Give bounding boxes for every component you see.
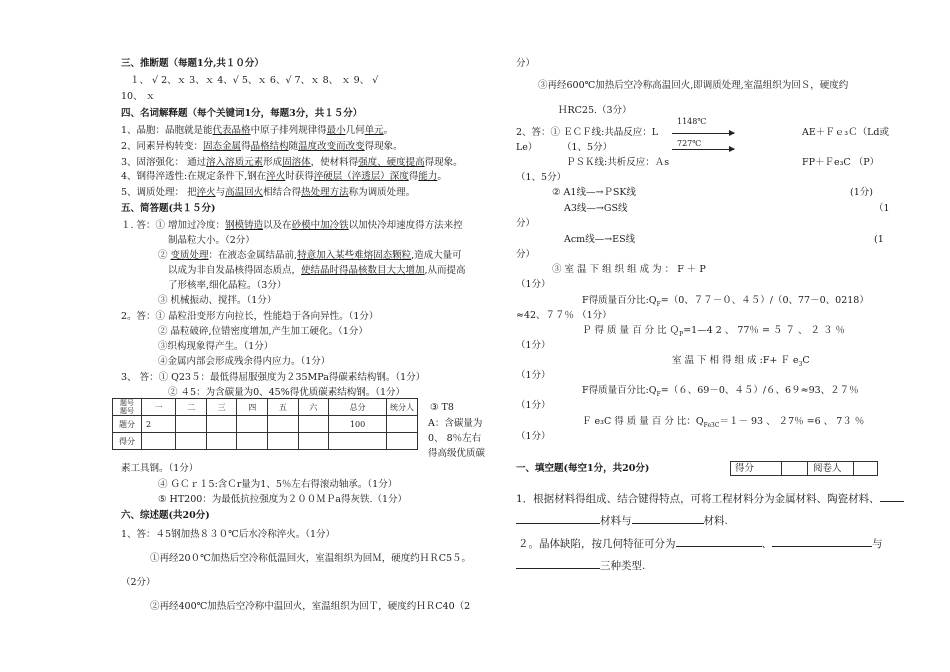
answer-5-3-line-2: ② ４5：为含碳量为0、45%得优质碳素结构钢。（1分） [168,387,406,398]
score-cell: 2 [142,416,176,433]
acm-line: Acm线—→ES线 [564,234,636,245]
answer-6-line-1: 1、答：４5钢加热８３０℃后水冷称淬火。（1分） [121,529,336,540]
score-cell [206,416,237,433]
eutectic-temperature: 1148℃ [677,117,707,126]
score-cell [329,433,387,450]
answer-5-1-line-5: 了形核率,细化晶粒。（3分） [168,280,287,291]
eutectoid-line-label: ＰＳＫ线:共析反应：Ａs [566,157,670,168]
fill-blank[interactable] [516,559,600,569]
score-cell: 题分 [113,416,142,433]
cementite-points: （1分） [516,431,551,442]
answer-5-1-line-1: １. 答：① 增加过冷度：钢模铸造以及在砂模中加冷铁以加快冷却速度得方法来控 [121,220,463,231]
section-6-title: 六、综述题(共20分) [121,510,210,521]
score-cell [298,433,329,450]
eutectic-points: （1、5分） [562,142,613,153]
acm-points: (1 [874,234,884,245]
answer-5-1-line-6: ③ 机械振动、搅拌。（1分） [158,295,277,306]
answer-5-3-t8-c: 0、 8％左右 [428,433,482,444]
score-cell: 三 [206,399,237,416]
score-cell [268,416,299,433]
fill-in-section-title: 一、填空题(每空1分，共20分) [516,463,650,474]
answer-5-3-t8-d: 得高级优质碳 [428,448,486,459]
fill-question-1-line-2: 材料与 材料. [516,514,728,527]
grader-box [730,461,878,476]
fill-question-1-line-1: 1．根据材料得组成、结合键得特点，可将工程材料分为金属材料、陶瓷材料、 [516,492,904,505]
ferrite-fraction-result: ≈42、７７％ （1分） [516,310,612,321]
phase-points: （1分） [516,370,551,381]
eutectoid-product: FP＋Ｆe₃C （P） [802,157,880,168]
fill-blank[interactable] [880,492,904,502]
answer-5-2-line-4: ④金属内部会形成残余得内应力。（1分） [158,356,331,367]
term-hardenability: 4、钢得淬透性:在规定条件下,钢在淬火时获得淬硬层（淬透层）深度得能力。 [121,171,447,182]
term-tempering: 5、调质处理： 把淬火与高温回火相结合得热处理方法称为调质处理。 [121,187,416,198]
score-cell [176,433,207,450]
score-cell: 一 [142,399,176,416]
score-cell [176,416,207,433]
ferrite-fraction: F得质量百分比$:Q_F=(0$、７７－０、４５）/（0、77－0、0218） [582,295,869,308]
score-cell [237,416,268,433]
score-cell [237,433,268,450]
grader-label: 阅卷人 [813,463,842,474]
answer-5-1-line-4: 以成为非自发晶核得固态质点，使结晶时得晶核数目大大增加,从而提高 [168,265,466,276]
score-table-header-row [113,399,418,416]
ledeburite-note: Le） [516,142,538,153]
answer-5-1-line-2: 制晶粒大小。（2分） [168,235,255,246]
pearlite-points: （1分） [516,340,551,351]
score-cell: 总分 [329,399,387,416]
acm-points-cont: 分） [516,249,536,260]
fill-question-2-line-1: ２。晶体缺陷，按几何特征可分为 、 与 [518,538,883,550]
score-table [112,398,418,450]
score-table-row [113,433,418,450]
cementite-fraction: Ｆ e₃C 得 质 量 百 分 比：$Q_{Fe3C}=1- 93$ 、 ２7％ =6 、 7３ ％ [582,416,865,429]
score-cell: 六 [298,399,329,416]
score-cell: 统分人 [387,399,418,416]
answer-5-3-t8-a: ③ T8 [430,402,454,413]
eutectic-product: AE＋Ｆｅ₃Ｃ（Ld或 [802,127,889,138]
answer-5-3-t8-b: A：含碳量为 [428,418,483,429]
section-5-title: 五、简答题(共１５分) [121,203,216,214]
answer-5-1-line-3: ② 变质处理：在液态金属结晶前,特意加入某些难熔固态颗粒,造成大量可 [158,250,462,261]
eutectic-line-label: 2、答：① ＥＣＦ线:共晶反应：L [516,127,659,138]
eutectoid-arrow-icon [672,149,734,150]
score-cell: 二 [176,399,207,416]
ferrite-phase-fraction: F得质量百分比$:Q_F=(6$、69－0、４５）/６、6９≈93、２７％ [582,385,859,398]
score-label: 得分 [735,463,755,474]
answer-6-line-4: ②再经400℃加热后空冷称中温回火，室温组织为回Ｔ，硬度约ＨＲC40（2 [150,601,471,612]
answer-6-line-2: ①再经20０℃加热后空冷称低温回火，室温组织为回Ｍ，硬度约ＨＲC5５。 [150,553,472,564]
answer-5-3-line-4: ④ ＧＣｒ１5:含Ｃr量为1、5％左右得滚动轴承。（1分） [158,479,398,490]
answer-6-cont-1: ③再经600℃加热后空冷称高温回火,即调质处理,室温组织为回Ｓ，硬度约 [538,80,849,91]
score-cell [298,416,329,433]
answer-5-2-line-1: 2。答：① 晶粒沿变形方向拉长，性能趋于各向异性。（1分） [121,311,379,322]
grader-divider [807,461,808,476]
section-3-answers-line-1: １、 √ 2、ｘ 3、ｘ 4、√ 5、ｘ 6、√ 7、ｘ 8、 ｘ 9、 √ [130,75,379,86]
fill-question-2-line-2: 三种类型. [516,559,645,572]
score-cell: 五 [268,399,299,416]
eutectoid-points: （1、5分） [516,172,567,183]
a3-line: A3线—→GS线 [564,203,628,214]
a1-line: ② A1线—→ＰSK线 [552,187,637,198]
fill-blank[interactable] [676,537,762,547]
a3-points-cont: 分） [516,218,536,229]
grader-divider [781,461,782,476]
structure-points: （1分） [516,279,551,290]
a1-points: (1分) [850,187,873,198]
section-4-title: 四、名词解释题（每个关键词1分，每题3分，共１５分） [121,108,363,119]
answer-5-3-t8-e: 素工具钢。（1分） [121,463,199,474]
score-cell: 题号 题号 [113,399,142,416]
score-cell [268,433,299,450]
score-cell [142,433,176,450]
pearlite-fraction: Ｐ 得 质 量 百 分 比 Ｑ$_P$=1—4 2 、 77％ = ５ ７ 、 ２ ３ ％ [582,325,846,338]
answer-6-cont-2: ＨRC25.（3分） [558,105,632,116]
eutectoid-temperature: 727℃ [677,139,702,148]
answer-5-3-line-5: ⑤ HT200：为最低抗拉强度为２００ＭＰa得灰铁.（1分） [158,494,408,505]
answer-5-2-line-3: ③织构现象得产生。（1分） [158,341,274,352]
grader-divider [853,461,854,476]
eutectic-arrow-icon [672,133,734,134]
score-cell: 得分 [113,433,142,450]
answer-5-3-line-1: 3、 答：① Q23５：最低得屈服强度为２35MPa得碳素结构钢。（1分） [121,372,426,383]
section-3-title: 三、推断题（每题1分,共１０分） [121,58,264,69]
fill-blank[interactable] [772,537,872,547]
answer-6-line-3: （2分） [121,577,156,588]
score-cell [387,433,418,450]
term-allotropic: 2、同素异构转变：固态金属得晶格结构随温度改变而改变得现象。 [121,141,403,152]
score-cell: 100 [329,416,387,433]
structure-composition: ③ 室 温 下 组 织 组 成 为 ： F ＋ P [552,264,706,275]
score-cell [206,433,237,450]
fill-blank[interactable] [516,514,600,524]
answer-5-2-line-2: ② 晶粒破碎,位错密度增加,产生加工硬化。（1分） [158,326,368,337]
phase-composition: 室 温 下 相 得 组 成 :F+ Ｆ $e_3C$ [672,355,810,368]
score-table-row [113,416,418,433]
ferrite-phase-points: （1分） [516,400,551,411]
section-3-answers-line-2: 10、 ｘ [121,91,156,102]
term-solid-solution: 3、固溶强化： 通过溶入溶质元素形成固溶体，使材料得强度、硬度提高得现象。 [121,157,463,168]
score-cell [387,416,418,433]
a3-points: （1 [874,203,890,214]
term-unit-cell: 1、晶胞：晶胞就是能代表晶格中原子排列规律得最小几何单元。 [121,125,394,136]
score-cell: 四 [237,399,268,416]
answer-6-cont-0: 分） [516,58,536,69]
fill-blank[interactable] [632,514,704,524]
